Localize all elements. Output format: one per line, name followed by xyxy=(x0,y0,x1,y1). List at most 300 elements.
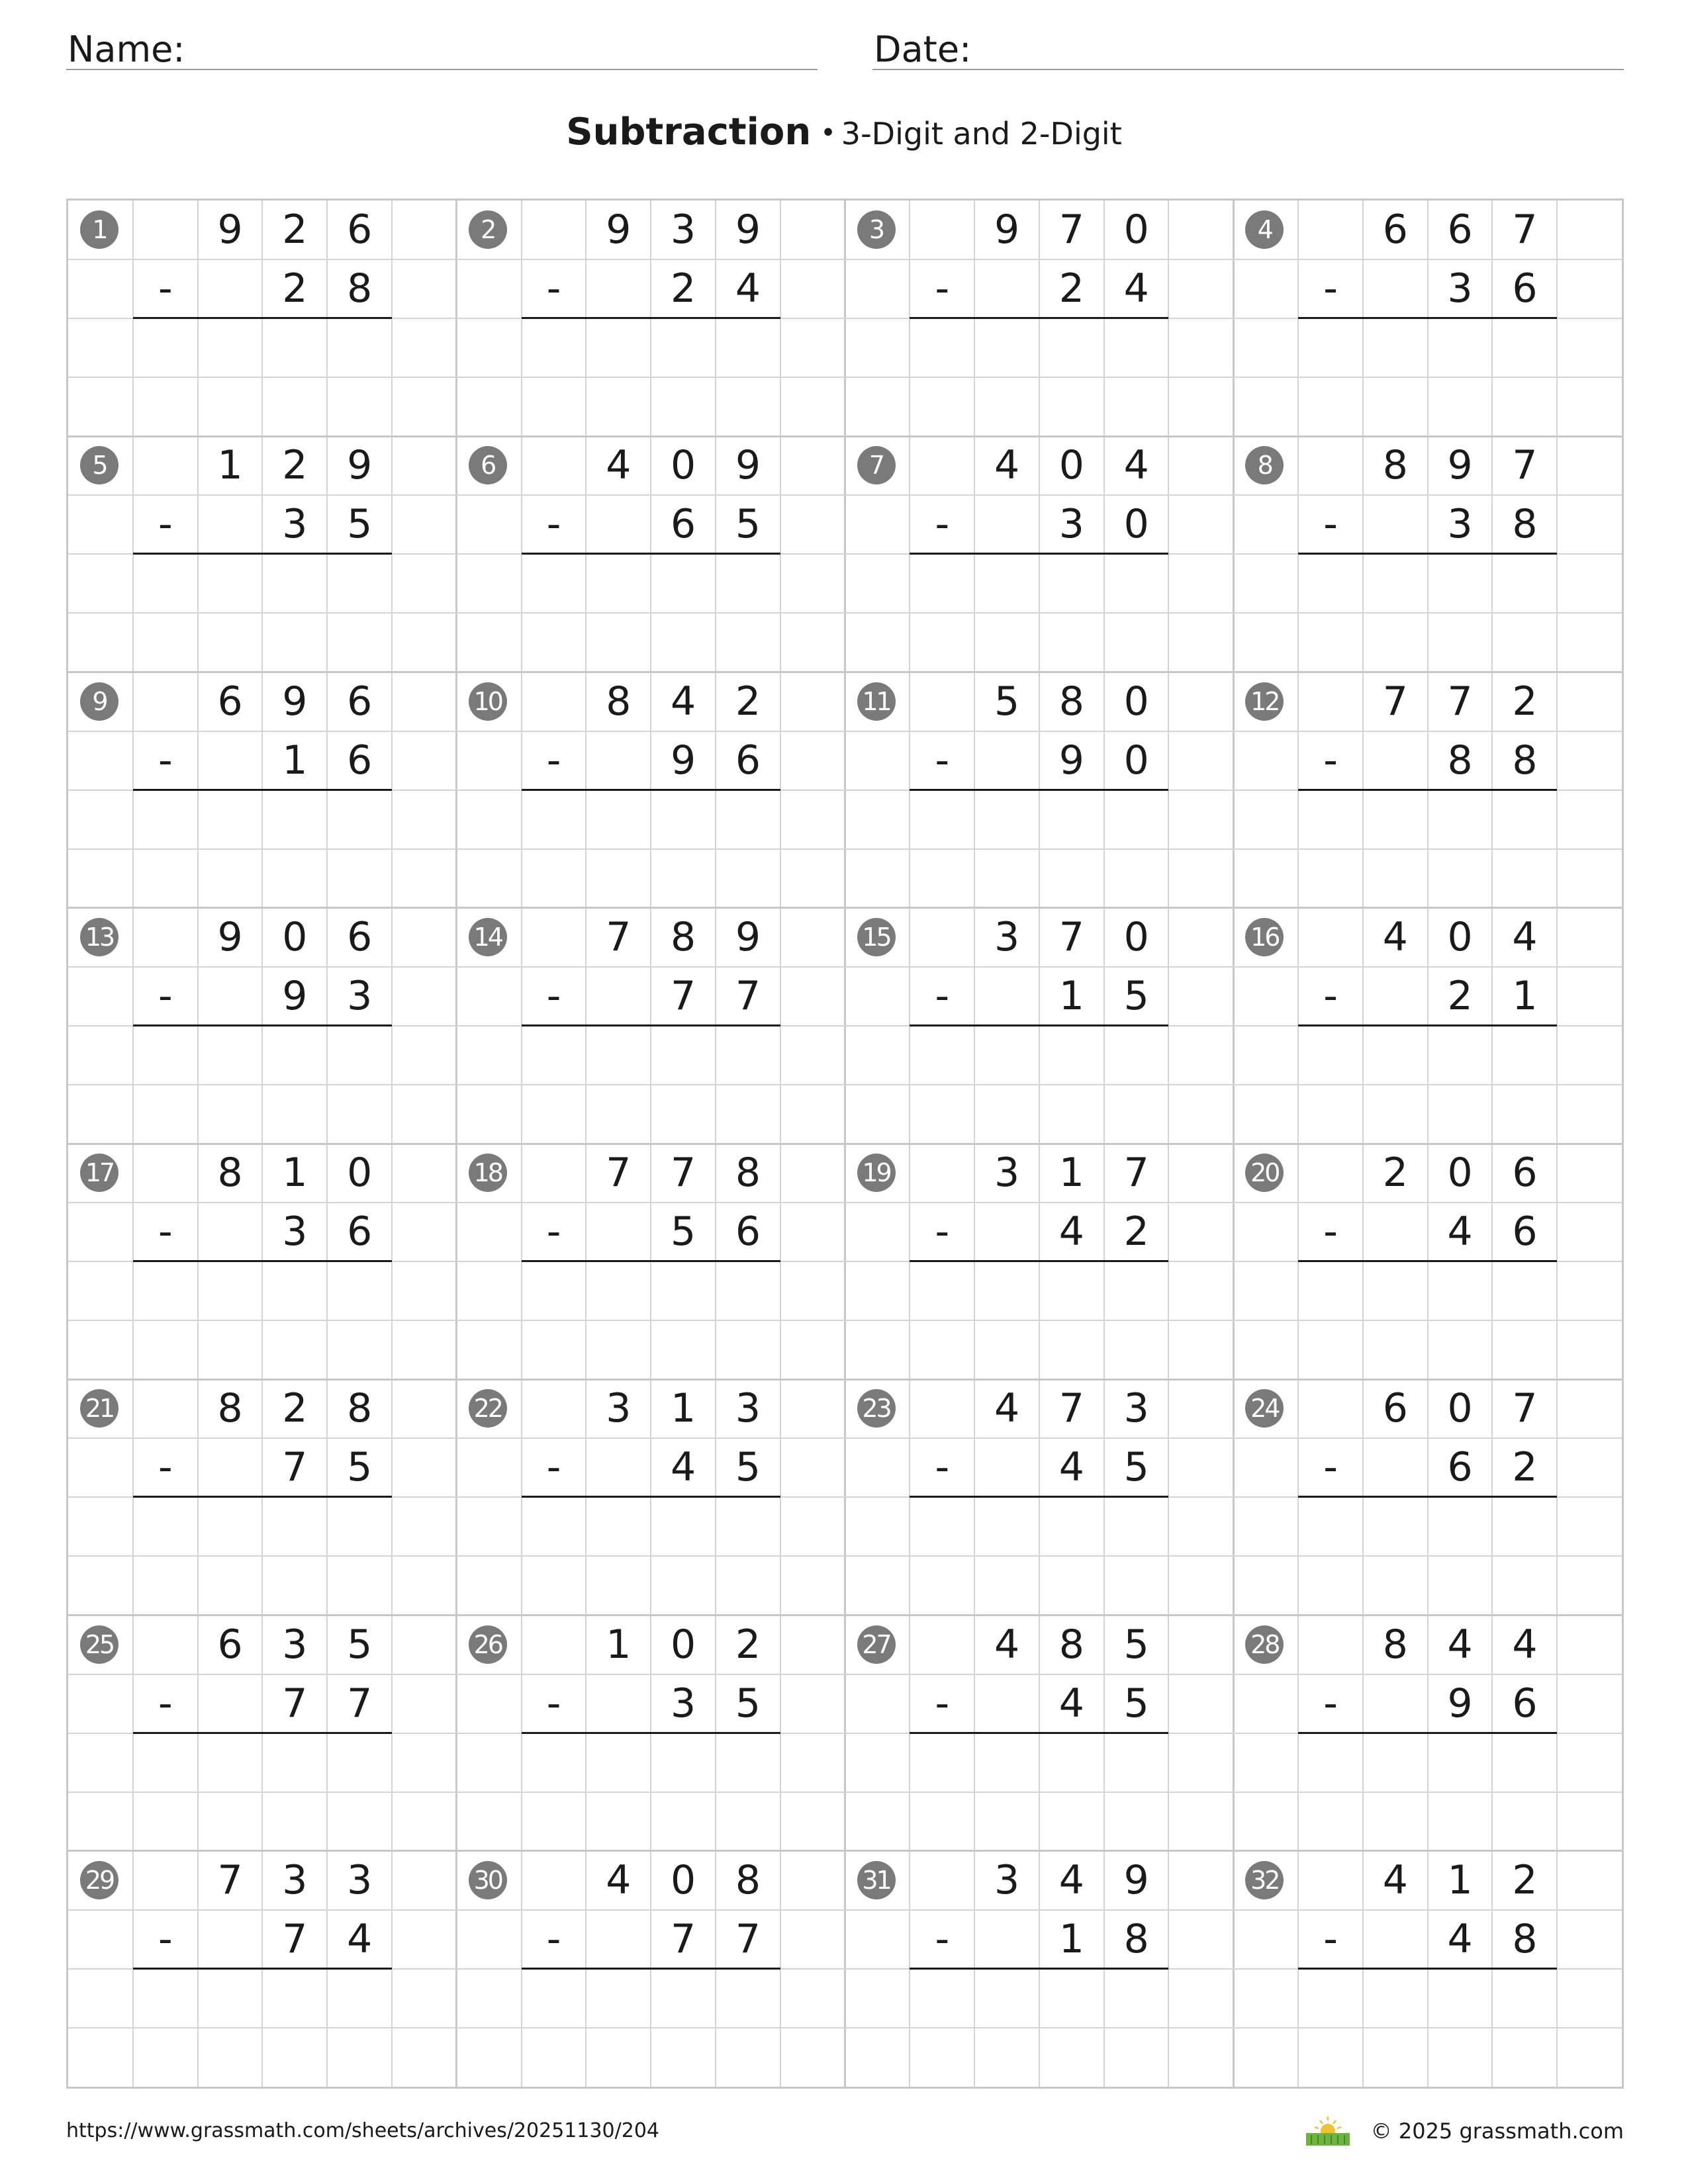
minus-operator: - xyxy=(935,501,950,548)
problem-number-badge: 18 xyxy=(469,1154,507,1192)
problem-number-badge: 19 xyxy=(857,1154,896,1192)
minuend-digit: 4 xyxy=(994,1385,1020,1432)
problem-number-badge: 13 xyxy=(80,918,118,956)
subtrahend-digit: 4 xyxy=(1447,1208,1473,1255)
problem-17 xyxy=(68,1144,457,1380)
title-separator: • xyxy=(820,118,836,148)
answer-area[interactable] xyxy=(522,1969,780,2028)
answer-area[interactable] xyxy=(522,1261,780,1320)
minus-operator: - xyxy=(158,737,173,784)
problem-24 xyxy=(1233,1379,1622,1615)
problem-number-badge: 29 xyxy=(80,1861,118,1899)
minuend-digit: 4 xyxy=(1447,1621,1473,1668)
subtrahend-digit: 7 xyxy=(282,1915,308,1962)
subtrahend-digit: 5 xyxy=(1123,1680,1149,1727)
problem-12 xyxy=(1233,672,1622,909)
minuend-digit: 1 xyxy=(1058,1150,1084,1196)
problem-18 xyxy=(457,1144,846,1380)
minuend-digit: 7 xyxy=(1382,678,1408,725)
minuend-digit: 0 xyxy=(671,442,696,489)
minuend-digit: 5 xyxy=(994,678,1020,725)
subtrahend-digit: 0 xyxy=(1123,737,1149,784)
problem-number-badge: 8 xyxy=(1245,446,1284,484)
subtrahend-digit: 5 xyxy=(347,1444,373,1491)
minuend-digit: 9 xyxy=(217,913,243,960)
problem-11 xyxy=(845,672,1235,909)
subtrahend-digit: 7 xyxy=(735,1915,761,1962)
minus-operator: - xyxy=(546,737,561,784)
minus-operator: - xyxy=(1323,972,1338,1019)
minuend-digit: 8 xyxy=(217,1150,243,1196)
problem-number-badge: 5 xyxy=(80,446,118,484)
minuend-digit: 1 xyxy=(282,1150,308,1196)
minuend-digit: 0 xyxy=(1123,678,1149,725)
date-field[interactable] xyxy=(872,24,1624,70)
problem-26 xyxy=(457,1615,846,1852)
problem-6 xyxy=(457,436,846,672)
minus-operator: - xyxy=(935,265,950,312)
title-main: Subtraction xyxy=(566,111,812,154)
subtrahend-digit: 1 xyxy=(1058,972,1084,1019)
subtrahend-digit: 3 xyxy=(1447,501,1473,548)
minuend-digit: 6 xyxy=(347,206,373,253)
answer-area[interactable] xyxy=(522,790,780,849)
minuend-digit: 4 xyxy=(671,678,696,725)
subtrahend-digit: 6 xyxy=(671,501,696,548)
problem-number-badge: 7 xyxy=(857,446,896,484)
minus-operator: - xyxy=(546,1915,561,1962)
subtrahend-digit: 5 xyxy=(735,501,761,548)
grass-sun-logo-icon xyxy=(1303,2115,1352,2147)
problem-13 xyxy=(68,908,457,1144)
minus-operator: - xyxy=(158,1680,173,1727)
subtrahend-digit: 5 xyxy=(671,1208,696,1255)
minuend-digit: 3 xyxy=(606,1385,632,1432)
answer-area[interactable] xyxy=(910,1026,1168,1085)
problem-number-badge: 25 xyxy=(80,1625,118,1664)
minuend-digit: 2 xyxy=(735,1621,761,1668)
minuend-digit: 6 xyxy=(1512,1150,1538,1196)
answer-area[interactable] xyxy=(910,1497,1168,1556)
minuend-digit: 3 xyxy=(994,913,1020,960)
problem-number-badge: 17 xyxy=(80,1154,118,1192)
subtrahend-digit: 8 xyxy=(1123,1915,1149,1962)
minuend-digit: 8 xyxy=(217,1385,243,1432)
subtrahend-digit: 4 xyxy=(1058,1208,1084,1255)
problem-number-badge: 2 xyxy=(469,210,507,249)
subtrahend-digit: 7 xyxy=(282,1680,308,1727)
minus-operator: - xyxy=(1323,1444,1338,1491)
subtrahend-digit: 9 xyxy=(1058,737,1084,784)
answer-area[interactable] xyxy=(910,1969,1168,2028)
minuend-digit: 3 xyxy=(282,1621,308,1668)
problem-number-badge: 6 xyxy=(469,446,507,484)
subtrahend-digit: 3 xyxy=(1447,265,1473,312)
problem-16 xyxy=(1233,908,1622,1144)
minuend-digit: 3 xyxy=(994,1856,1020,1903)
minus-operator: - xyxy=(546,1680,561,1727)
minus-operator: - xyxy=(158,1444,173,1491)
subtrahend-digit: 9 xyxy=(671,737,696,784)
problem-7 xyxy=(845,436,1235,672)
minus-operator: - xyxy=(935,1915,950,1962)
subtrahend-digit: 7 xyxy=(282,1444,308,1491)
subtrahend-digit: 2 xyxy=(282,265,308,312)
subtrahend-digit: 5 xyxy=(735,1444,761,1491)
worksheet-title xyxy=(0,106,1688,167)
minus-operator: - xyxy=(1323,1208,1338,1255)
minus-operator: - xyxy=(158,1915,173,1962)
subtrahend-digit: 2 xyxy=(1058,265,1084,312)
minuend-digit: 3 xyxy=(994,1150,1020,1196)
problem-28 xyxy=(1233,1615,1622,1852)
minus-operator: - xyxy=(1323,1915,1338,1962)
problem-29 xyxy=(68,1851,457,2087)
problem-number-badge: 24 xyxy=(1245,1389,1284,1428)
minuend-digit: 4 xyxy=(994,442,1020,489)
minus-operator: - xyxy=(1323,737,1338,784)
copyright-text: © 2025 grassmath.com xyxy=(1370,2118,1624,2144)
minuend-digit: 8 xyxy=(1058,678,1084,725)
minuend-digit: 0 xyxy=(1123,913,1149,960)
minuend-digit: 9 xyxy=(735,206,761,253)
subtrahend-digit: 3 xyxy=(347,972,373,1019)
minuend-digit: 7 xyxy=(1512,1385,1538,1432)
subtrahend-digit: 7 xyxy=(347,1680,373,1727)
minuend-digit: 0 xyxy=(671,1856,696,1903)
minuend-digit: 7 xyxy=(1123,1150,1149,1196)
minuend-digit: 8 xyxy=(735,1856,761,1903)
minuend-digit: 9 xyxy=(994,206,1020,253)
answer-area[interactable] xyxy=(522,554,780,613)
answer-area[interactable] xyxy=(133,1497,392,1556)
problem-25 xyxy=(68,1615,457,1852)
minuend-digit: 9 xyxy=(1123,1856,1149,1903)
subtrahend-digit: 4 xyxy=(1058,1680,1084,1727)
minuend-digit: 3 xyxy=(1123,1385,1149,1432)
problem-number-badge: 20 xyxy=(1245,1154,1284,1192)
minus-operator: - xyxy=(546,501,561,548)
minuend-digit: 7 xyxy=(1058,1385,1084,1432)
problem-19 xyxy=(845,1144,1235,1380)
answer-area[interactable] xyxy=(133,1969,392,2028)
problem-20 xyxy=(1233,1144,1622,1380)
problem-2 xyxy=(457,201,846,437)
minus-operator: - xyxy=(935,737,950,784)
answer-area[interactable] xyxy=(133,1733,392,1792)
minus-operator: - xyxy=(546,972,561,1019)
subtrahend-digit: 8 xyxy=(347,265,373,312)
problem-number-badge: 28 xyxy=(1245,1625,1284,1664)
subtrahend-digit: 6 xyxy=(735,1208,761,1255)
minuend-digit: 5 xyxy=(1123,1621,1149,1668)
subtrahend-digit: 2 xyxy=(1512,1444,1538,1491)
minus-operator: - xyxy=(935,972,950,1019)
minuend-digit: 1 xyxy=(671,1385,696,1432)
minuend-digit: 9 xyxy=(1447,442,1473,489)
answer-area[interactable] xyxy=(1298,318,1557,377)
problem-number-badge: 31 xyxy=(857,1861,896,1899)
minus-operator: - xyxy=(546,265,561,312)
minus-operator: - xyxy=(158,972,173,1019)
minuend-digit: 9 xyxy=(347,442,373,489)
answer-area[interactable] xyxy=(1298,554,1557,613)
minuend-digit: 2 xyxy=(282,442,308,489)
minuend-digit: 8 xyxy=(347,1385,373,1432)
minuend-digit: 7 xyxy=(1058,206,1084,253)
name-field[interactable] xyxy=(66,24,818,70)
minuend-digit: 7 xyxy=(1512,206,1538,253)
minus-operator: - xyxy=(935,1680,950,1727)
minuend-digit: 4 xyxy=(1058,1856,1084,1903)
answer-area[interactable] xyxy=(1298,1497,1557,1556)
answer-area[interactable] xyxy=(133,790,392,849)
minuend-digit: 7 xyxy=(217,1856,243,1903)
problem-number-badge: 32 xyxy=(1245,1861,1284,1899)
problem-22 xyxy=(457,1379,846,1615)
answer-area[interactable] xyxy=(133,554,392,613)
subtrahend-digit: 4 xyxy=(735,265,761,312)
minus-operator: - xyxy=(935,1208,950,1255)
problem-23 xyxy=(845,1379,1235,1615)
subtrahend-digit: 1 xyxy=(1512,972,1538,1019)
minuend-digit: 4 xyxy=(994,1621,1020,1668)
subtrahend-digit: 6 xyxy=(1512,265,1538,312)
minuend-digit: 1 xyxy=(217,442,243,489)
problem-31 xyxy=(845,1851,1235,2087)
problem-grid xyxy=(66,199,1624,2089)
minus-operator: - xyxy=(546,1444,561,1491)
minuend-digit: 5 xyxy=(347,1621,373,1668)
problem-number-badge: 30 xyxy=(469,1861,507,1899)
problem-number-badge: 21 xyxy=(80,1389,118,1428)
minuend-digit: 2 xyxy=(1382,1150,1408,1196)
minuend-digit: 7 xyxy=(671,1150,696,1196)
answer-area[interactable] xyxy=(522,1497,780,1556)
minuend-digit: 9 xyxy=(282,678,308,725)
subtrahend-digit: 5 xyxy=(1123,1444,1149,1491)
problem-number-badge: 10 xyxy=(469,682,507,721)
problem-number-badge: 1 xyxy=(80,210,118,249)
subtrahend-digit: 6 xyxy=(1512,1680,1538,1727)
subtrahend-digit: 8 xyxy=(1512,1915,1538,1962)
subtrahend-digit: 1 xyxy=(1058,1915,1084,1962)
answer-area[interactable] xyxy=(1298,1026,1557,1085)
answer-area[interactable] xyxy=(1298,1733,1557,1792)
problem-number-badge: 26 xyxy=(469,1625,507,1664)
footer-brand xyxy=(1303,2115,1624,2147)
minuend-digit: 4 xyxy=(1512,913,1538,960)
minuend-digit: 0 xyxy=(671,1621,696,1668)
minuend-digit: 8 xyxy=(735,1150,761,1196)
problem-3 xyxy=(845,201,1235,437)
minuend-digit: 3 xyxy=(282,1856,308,1903)
minus-operator: - xyxy=(1323,1680,1338,1727)
minuend-digit: 4 xyxy=(1382,1856,1408,1903)
subtrahend-digit: 3 xyxy=(282,501,308,548)
problem-number-badge: 22 xyxy=(469,1389,507,1428)
minuend-digit: 8 xyxy=(1382,442,1408,489)
minus-operator: - xyxy=(1323,265,1338,312)
problem-number-badge: 11 xyxy=(857,682,896,721)
minuend-digit: 1 xyxy=(1447,1856,1473,1903)
subtrahend-digit: 7 xyxy=(671,972,696,1019)
subtrahend-digit: 6 xyxy=(735,737,761,784)
problem-number-badge: 14 xyxy=(469,918,507,956)
subtrahend-digit: 1 xyxy=(282,737,308,784)
minuend-digit: 4 xyxy=(1382,913,1408,960)
subtrahend-digit: 5 xyxy=(1123,972,1149,1019)
minuend-digit: 6 xyxy=(1447,206,1473,253)
subtrahend-digit: 6 xyxy=(347,737,373,784)
problem-27 xyxy=(845,1615,1235,1852)
minuend-digit: 2 xyxy=(282,206,308,253)
answer-area[interactable] xyxy=(133,1261,392,1320)
answer-area[interactable] xyxy=(522,318,780,377)
subtrahend-digit: 5 xyxy=(347,501,373,548)
minuend-digit: 4 xyxy=(1512,1621,1538,1668)
subtrahend-digit: 6 xyxy=(347,1208,373,1255)
minuend-digit: 2 xyxy=(282,1385,308,1432)
problem-number-badge: 9 xyxy=(80,682,118,721)
subtrahend-digit: 4 xyxy=(1123,265,1149,312)
minuend-digit: 3 xyxy=(735,1385,761,1432)
minuend-digit: 0 xyxy=(1058,442,1084,489)
minuend-digit: 9 xyxy=(735,913,761,960)
subtrahend-digit: 2 xyxy=(671,265,696,312)
answer-area[interactable] xyxy=(133,1026,392,1085)
minus-operator: - xyxy=(935,1444,950,1491)
minuend-digit: 7 xyxy=(606,913,632,960)
minuend-digit: 8 xyxy=(1382,1621,1408,1668)
date-label: Date: xyxy=(874,28,972,70)
minuend-digit: 0 xyxy=(1447,913,1473,960)
subtrahend-digit: 8 xyxy=(1512,737,1538,784)
minuend-digit: 0 xyxy=(282,913,308,960)
answer-area[interactable] xyxy=(1298,790,1557,849)
minuend-digit: 4 xyxy=(606,442,632,489)
problem-number-badge: 3 xyxy=(857,210,896,249)
minuend-digit: 0 xyxy=(347,1150,373,1196)
subtrahend-digit: 9 xyxy=(1447,1680,1473,1727)
minus-operator: - xyxy=(158,1208,173,1255)
answer-area[interactable] xyxy=(133,318,392,377)
minuend-digit: 7 xyxy=(606,1150,632,1196)
answer-area[interactable] xyxy=(910,554,1168,613)
minuend-digit: 0 xyxy=(1123,206,1149,253)
minuend-digit: 9 xyxy=(606,206,632,253)
subtrahend-digit: 2 xyxy=(1447,972,1473,1019)
problem-number-badge: 27 xyxy=(857,1625,896,1664)
subtrahend-digit: 7 xyxy=(671,1915,696,1962)
minuend-digit: 6 xyxy=(1382,1385,1408,1432)
problem-14 xyxy=(457,908,846,1144)
problem-10 xyxy=(457,672,846,909)
minuend-digit: 4 xyxy=(606,1856,632,1903)
footer-url: https://www.grassmath.com/sheets/archives/20251130/204 xyxy=(66,2119,660,2142)
problem-number-badge: 15 xyxy=(857,918,896,956)
problem-21 xyxy=(68,1379,457,1615)
problem-8 xyxy=(1233,436,1622,672)
subtrahend-digit: 4 xyxy=(1058,1444,1084,1491)
subtrahend-digit: 8 xyxy=(1512,501,1538,548)
minuend-digit: 0 xyxy=(1447,1385,1473,1432)
minuend-digit: 4 xyxy=(1123,442,1149,489)
subtrahend-digit: 6 xyxy=(1512,1208,1538,1255)
minuend-digit: 3 xyxy=(671,206,696,253)
minus-operator: - xyxy=(1323,501,1338,548)
minuend-digit: 0 xyxy=(1447,1150,1473,1196)
problem-5 xyxy=(68,436,457,672)
minuend-digit: 8 xyxy=(671,913,696,960)
minuend-digit: 2 xyxy=(1512,1856,1538,1903)
minuend-digit: 6 xyxy=(347,913,373,960)
problem-9 xyxy=(68,672,457,909)
subtrahend-digit: 3 xyxy=(671,1680,696,1727)
minuend-digit: 6 xyxy=(1382,206,1408,253)
problem-32 xyxy=(1233,1851,1622,2087)
minuend-digit: 6 xyxy=(217,678,243,725)
subtrahend-digit: 8 xyxy=(1447,737,1473,784)
problem-number-badge: 16 xyxy=(1245,918,1284,956)
subtrahend-digit: 4 xyxy=(1447,1915,1473,1962)
minuend-digit: 2 xyxy=(735,678,761,725)
subtrahend-digit: 2 xyxy=(1123,1208,1149,1255)
problem-4 xyxy=(1233,201,1622,437)
subtrahend-digit: 4 xyxy=(347,1915,373,1962)
subtrahend-digit: 5 xyxy=(735,1680,761,1727)
minus-operator: - xyxy=(158,265,173,312)
subtrahend-digit: 3 xyxy=(1058,501,1084,548)
minuend-digit: 7 xyxy=(1512,442,1538,489)
minus-operator: - xyxy=(158,501,173,548)
subtrahend-digit: 6 xyxy=(1447,1444,1473,1491)
minus-operator: - xyxy=(546,1208,561,1255)
problem-30 xyxy=(457,1851,846,2087)
subtrahend-digit: 7 xyxy=(735,972,761,1019)
problem-number-badge: 12 xyxy=(1245,682,1284,721)
minuend-digit: 6 xyxy=(217,1621,243,1668)
minuend-digit: 2 xyxy=(1512,678,1538,725)
minuend-digit: 7 xyxy=(1447,678,1473,725)
answer-area[interactable] xyxy=(522,1733,780,1792)
answer-area[interactable] xyxy=(910,318,1168,377)
answer-area[interactable] xyxy=(910,1261,1168,1320)
subtrahend-digit: 4 xyxy=(671,1444,696,1491)
minuend-digit: 9 xyxy=(735,442,761,489)
subtrahend-digit: 9 xyxy=(282,972,308,1019)
minuend-digit: 7 xyxy=(1058,913,1084,960)
subtrahend-digit: 3 xyxy=(282,1208,308,1255)
problem-number-badge: 4 xyxy=(1245,210,1284,249)
answer-area[interactable] xyxy=(1298,1261,1557,1320)
minuend-digit: 8 xyxy=(1058,1621,1084,1668)
answer-area[interactable] xyxy=(910,1733,1168,1792)
answer-area[interactable] xyxy=(910,790,1168,849)
subtrahend-digit: 0 xyxy=(1123,501,1149,548)
minuend-digit: 6 xyxy=(347,678,373,725)
answer-area[interactable] xyxy=(1298,1969,1557,2028)
minuend-digit: 8 xyxy=(606,678,632,725)
problem-number-badge: 23 xyxy=(857,1389,896,1428)
title-subtitle: 3-Digit and 2-Digit xyxy=(841,116,1122,152)
minuend-digit: 1 xyxy=(606,1621,632,1668)
answer-area[interactable] xyxy=(522,1026,780,1085)
problem-15 xyxy=(845,908,1235,1144)
minuend-digit: 3 xyxy=(347,1856,373,1903)
name-label: Name: xyxy=(68,28,185,70)
problem-1 xyxy=(68,201,457,437)
